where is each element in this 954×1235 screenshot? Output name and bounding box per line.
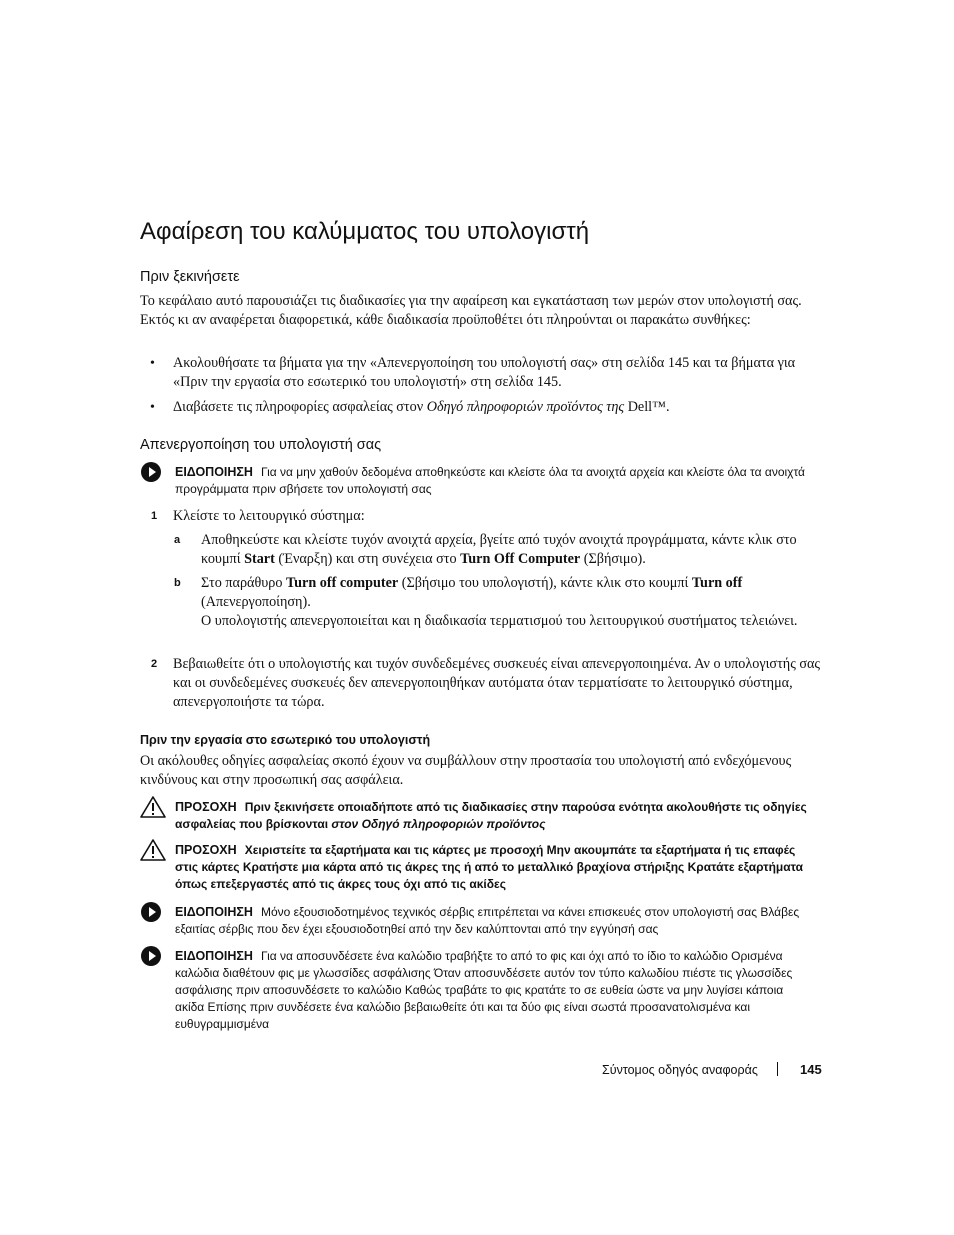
step-b-part1: Στο παράθυρο [201, 575, 286, 591]
notice-label: ΕΙΔΟΠΟΙΗΣΗ [175, 905, 253, 919]
step-letter-b: b [174, 577, 181, 589]
section-heading-before-working-inside: Πριν την εργασία στο εσωτερικό του υπολογιστή [140, 733, 431, 747]
notice-authorized-service [175, 904, 815, 938]
step-2-text: Βεβαιωθείτε ότι ο υπολογιστής και τυχόν συνδεδεμένες συσκευές είναι απενεργοποιημένα. Αν ο υπολογιστής σας και οι συνδεδεμένες συσκευές δεν απενεργοποιηθήκαν αυτόματα όταν τερματίσατε το λειτουργικό σύστημα, απενεργοποιήστε τα τώρα. [173, 656, 821, 710]
step-a-text [201, 531, 821, 569]
step-number-2: 2 [151, 658, 158, 670]
safety-intro-paragraph: Οι ακόλουθες οδηγίες ασφαλείας σκοπό έχουν να συμβάλλουν στην προστασία του υπολογιστή από ενδεχόμενους κινδύνους και στην προσωπική σας ασφάλεια. [140, 753, 792, 788]
notice-label: ΕΙΔΟΠΟΙΗΣΗ [175, 465, 253, 479]
step-a-part1: Αποθηκεύστε και κλείστε τυχόν ανοιχτά αρχεία, βγείτε από τυχόν ανοιχτά προγράμματα, κάντε κλικ στο κουμπί [201, 532, 797, 567]
notice-data-loss [175, 464, 815, 498]
caution-label: ΠΡΟΣΟΧΗ [175, 800, 237, 814]
bullet-glyph: • [150, 400, 155, 415]
footer-separator [777, 1062, 778, 1076]
step-1-text: Κλείστε το λειτουργικό σύστημα: [173, 508, 365, 524]
product-guide-reference: Οδηγό πληροφοριών προϊόντος της [426, 399, 625, 415]
section-heading-before-you-begin: Πριν ξεκινήσετε [140, 269, 240, 285]
step-a-part2: (Έναρξη) και στη συνέχεια στο [274, 551, 461, 567]
start-button-label: Start [244, 551, 275, 567]
footer-guide-name: Σύντομος οδηγός αναφοράς [602, 1063, 758, 1077]
caution-triangle-icon [140, 839, 166, 861]
turn-off-button-label: Turn off [691, 575, 743, 591]
notice-arrow [149, 907, 156, 917]
step-b-part3: (Απενεργοποίηση). [201, 594, 311, 610]
caution-label: ΠΡΟΣΟΧΗ [175, 843, 237, 857]
turn-off-computer-label: Turn Off Computer [460, 551, 581, 567]
section-heading-turn-off: Απενεργοποίηση του υπολογιστή σας [140, 437, 382, 453]
notice-label: ΕΙΔΟΠΟΙΗΣΗ [175, 949, 253, 963]
step-b-result: Ο υπολογιστής απενεργοποιείται και η διαδικασία τερματισμού του λειτουργικού συστήματος τελειώνει. [201, 613, 798, 629]
caution-triangle-icon [140, 796, 166, 818]
notice-icon [141, 462, 161, 482]
page-number: 145 [800, 1062, 822, 1077]
page-title: Αφαίρεση του καλύμματος του υπολογιστή [140, 218, 590, 245]
step-letter-a: a [174, 534, 181, 546]
bullet-item-2 [173, 398, 823, 417]
notice-disconnect-cable [175, 948, 815, 1033]
step-a-part3: (Σβήσιμο). [580, 551, 646, 567]
notice-icon [141, 902, 161, 922]
step-number-1: 1 [151, 510, 158, 522]
bullet-item-1: Ακολουθήσατε τα βήματα για την «Απενεργοποίηση του υπολογιστή σας» στη σελίδα 145 και τα βήματα για «Πριν την εργασία στο εσωτερικό του υπολογιστή» στη σελίδα 145. [173, 355, 796, 390]
notice-icon [141, 946, 161, 966]
bullet-2-text: Διαβάσετε τις πληροφορίες ασφαλείας στον [173, 399, 427, 415]
caution-handle-components [175, 842, 815, 893]
step-b-text [201, 574, 821, 612]
notice-2-text: Για να αποσυνδέσετε ένα καλώδιο τραβήξτε το από το φις και όχι από το ίδιο το καλώδιο Ορισμένα καλώδια διαθέτουν φις με γλωσσίδες ασφάλισης Όταν αποσυνδέσετε αυτόν τον τύπο καλωδίου πιέστε τις γλωσσίδες ασφάλισης πριν αποσυνδέσετε το καλώδιο Καθώς τραβάτε το φις κρατάτε το σε ευθεία ώστε να μην λυγίσει κάποια ακίδα Επίσης πριν συνδέσετε ένα καλώδιο βεβαιωθείτε ότι και τα δύο φις είναι σωστά προσανατολισμένα και ευθυγραμμισμένα [175, 949, 793, 1031]
notice-arrow [149, 467, 156, 477]
notice-1-text: Μόνο εξουσιοδοτημένος τεχνικός σέρβις επιτρέπεται να κάνει επισκευές στον υπολογιστή σας Βλάβες εξαιτίας σέρβις που δεν έχει εξουσιοδοτηθεί από την δεν καλύπτονται από την εγγύησή σας [175, 905, 800, 936]
step-b-part2: (Σβήσιμο του υπολογιστή), κάντε κλικ στο κουμπί [398, 575, 692, 591]
caution-2-text: Χειριστείτε τα εξαρτήματα και τις κάρτες με προσοχή Μην ακουμπάτε τα εξαρτήματα ή τις επαφές στις κάρτες Κρατήστε μια κάρτα από τις άκρες της ή από το μεταλλικό βραχίονα στήριξης Κρατάτε εξαρτήματα όπως επεξεργαστές από τις άκρες τους όχι από τις ακίδες [175, 843, 804, 891]
caution-1-text: Πριν ξεκινήσετε οποιαδήποτε από τις διαδικασίες στην παρούσα ενότητα ακολουθήστε τις οδηγίες ασφαλείας που βρίσκονται [175, 800, 807, 831]
caution-safety-instructions [175, 799, 815, 833]
bullet-glyph: • [150, 356, 155, 371]
caution-1-guide-reference: στον Οδηγό πληροφοριών προϊόντος [331, 817, 546, 831]
bullet-2-brand: Dell™. [624, 399, 670, 415]
intro-paragraph: Το κεφάλαιο αυτό παρουσιάζει τις διαδικασίες για την αφαίρεση και εγκατάσταση των μερών στον υπολογιστή σας. Εκτός κι αν αναφέρεται διαφορετικά, κάθε διαδικασία προϋποθέτει ότι πληρούνται οι παρακάτω συνθήκες: [140, 293, 802, 328]
turn-off-computer-window-label: Turn off computer [286, 575, 399, 591]
notice-text: Για να μην χαθούν δεδομένα αποθηκεύστε και κλείστε όλα τα ανοιχτά αρχεία και κλείστε όλα τα ανοιχτά προγράμματα πριν σβήσετε τον υπολογιστή σας [175, 465, 805, 496]
notice-arrow [149, 951, 156, 961]
